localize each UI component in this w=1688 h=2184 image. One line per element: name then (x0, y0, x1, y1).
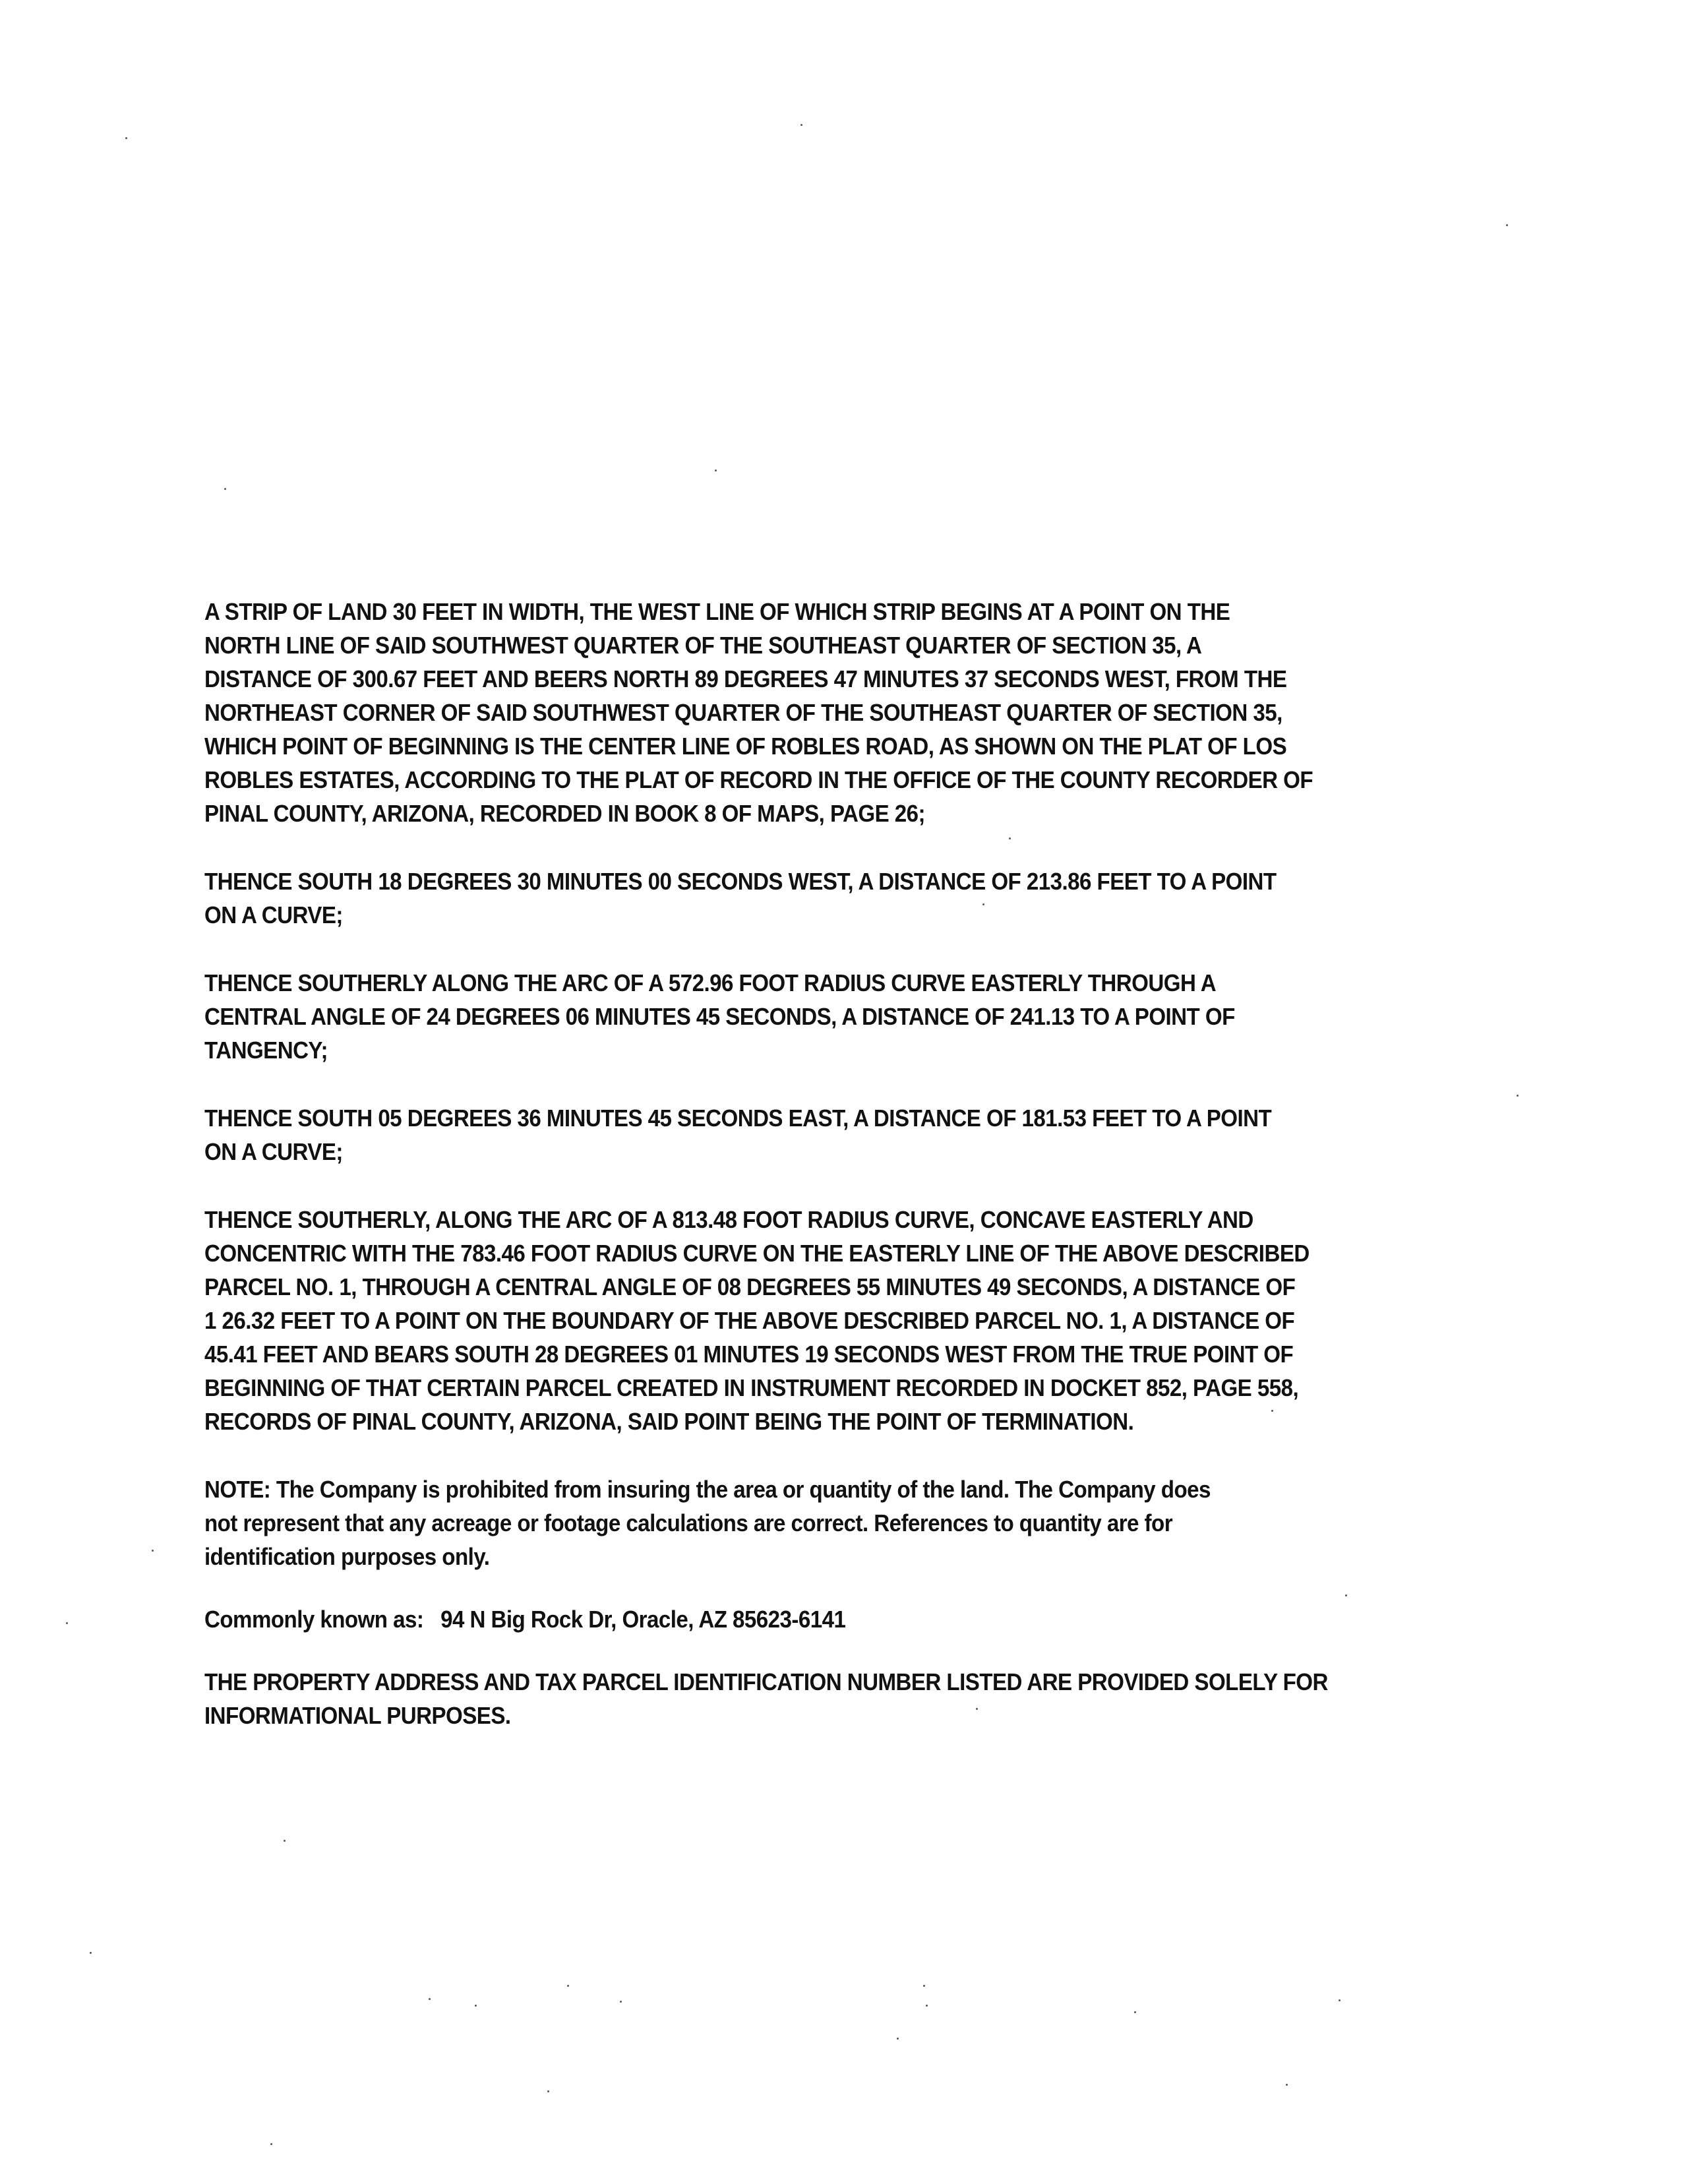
disclaimer-paragraph: THE PROPERTY ADDRESS AND TAX PARCEL IDENTIFICATION NUMBER LISTED ARE PROVIDED SOLELY FOR INFORMATIONAL PURPOSES. (204, 1668, 1328, 1729)
property-address: 94 N Big Rock Dr, Oracle, AZ 85623-6141 (440, 1606, 846, 1633)
scan-speck (1286, 2084, 1288, 2086)
scan-speck (224, 488, 226, 490)
scan-speck (475, 2005, 477, 2007)
scan-speck (923, 1985, 925, 1987)
scan-speck (1134, 2011, 1136, 2013)
scan-speck (66, 1622, 68, 1624)
scan-speck (800, 124, 802, 126)
thence-paragraph: THENCE SOUTH 05 DEGREES 36 MINUTES 45 SECONDS EAST, A DISTANCE OF 181.53 FEET TO A POINT ON A CURVE; (204, 1105, 1272, 1165)
scan-speck (152, 1550, 154, 1552)
scan-speck (1517, 1095, 1519, 1097)
scan-speck (897, 2038, 899, 2040)
scan-speck (429, 1998, 431, 2000)
legal-description (204, 595, 1444, 1767)
parcel-description-paragraph: A STRIP OF LAND 30 FEET IN WIDTH, THE WEST LINE OF WHICH STRIP BEGINS AT A POINT ON THE NORTH LINE OF SAID SOUTHWEST QUARTER OF THE SOUTHEAST QUARTER OF SECTION 35, A DISTANCE OF 300.67 FEET AND BEERS NORTH 89 DEGREES 47 MINUTES 37 SECONDS WEST, FROM THE NORTHEAST CORNER OF SAID SOUTHWEST QUARTER OF THE SOUTHEAST QUARTER OF SECTION 35, WHICH POINT OF BEGINNING IS THE CENTER LINE OF ROBLES ROAD, AS SHOWN ON THE PLAT OF LOS ROBLES ESTATES, ACCORDING TO THE PLAT OF RECORD IN THE OFFICE OF THE COUNTY RECORDER OF PINAL COUNTY, ARIZONA, RECORDED IN BOOK 8 OF MAPS, PAGE 26; (204, 598, 1313, 827)
thence-paragraph: THENCE SOUTHERLY ALONG THE ARC OF A 572.96 FOOT RADIUS CURVE EASTERLY THROUGH A CENTRAL ANGLE OF 24 DEGREES 06 MINUTES 45 SECONDS, A DISTANCE OF 241.13 TO A POINT OF TANGENCY; (204, 969, 1235, 1064)
thence-paragraph: THENCE SOUTHERLY, ALONG THE ARC OF A 813.48 FOOT RADIUS CURVE, CONCAVE EASTERLY AND CONCENTRIC WITH THE 783.46 FOOT RADIUS CURVE ON THE EASTERLY LINE OF THE ABOVE DESCRIBED PARCEL NO. 1, THROUGH A CENTRAL ANGLE OF 08 DEGREES 55 MINUTES 49 SECONDS, A DISTANCE OF 1 26.32 FEET TO A POINT ON THE BOUNDARY OF THE ABOVE DESCRIBED PARCEL NO. 1, A DISTANCE OF 45.41 FEET AND BEARS SOUTH 28 DEGREES 01 MINUTES 19 SECONDS WEST FROM THE TRUE POINT OF BEGINNING OF THAT CERTAIN PARCEL CREATED IN INSTRUMENT RECORDED IN DOCKET 852, PAGE 558, RECORDS OF PINAL COUNTY, ARIZONA, SAID POINT BEING THE POINT OF TERMINATION. (204, 1206, 1310, 1435)
scan-speck (270, 2143, 272, 2145)
commonly-known-as (204, 1602, 1442, 1636)
scan-speck (547, 2090, 549, 2092)
scan-speck (567, 1985, 569, 1987)
scan-speck (620, 2001, 622, 2003)
scan-speck (1339, 1999, 1341, 2001)
thence-paragraph: THENCE SOUTH 18 DEGREES 30 MINUTES 00 SECONDS WEST, A DISTANCE OF 213.86 FEET TO A POINT ON A CURVE; (204, 868, 1277, 928)
scan-speck (125, 137, 127, 139)
scan-speck (284, 1840, 286, 1842)
commonly-known-label: Commonly known as: (204, 1606, 424, 1633)
scan-speck (1506, 224, 1508, 226)
scan-speck (715, 470, 717, 471)
scan-speck (90, 1952, 92, 1954)
scan-speck (926, 2005, 928, 2007)
note-paragraph: NOTE: The Company is prohibited from insuring the area or quantity of the land. The Company does not represent that any acreage or footage calculations are correct. References to quantity are for identification purposes only. (204, 1476, 1211, 1570)
